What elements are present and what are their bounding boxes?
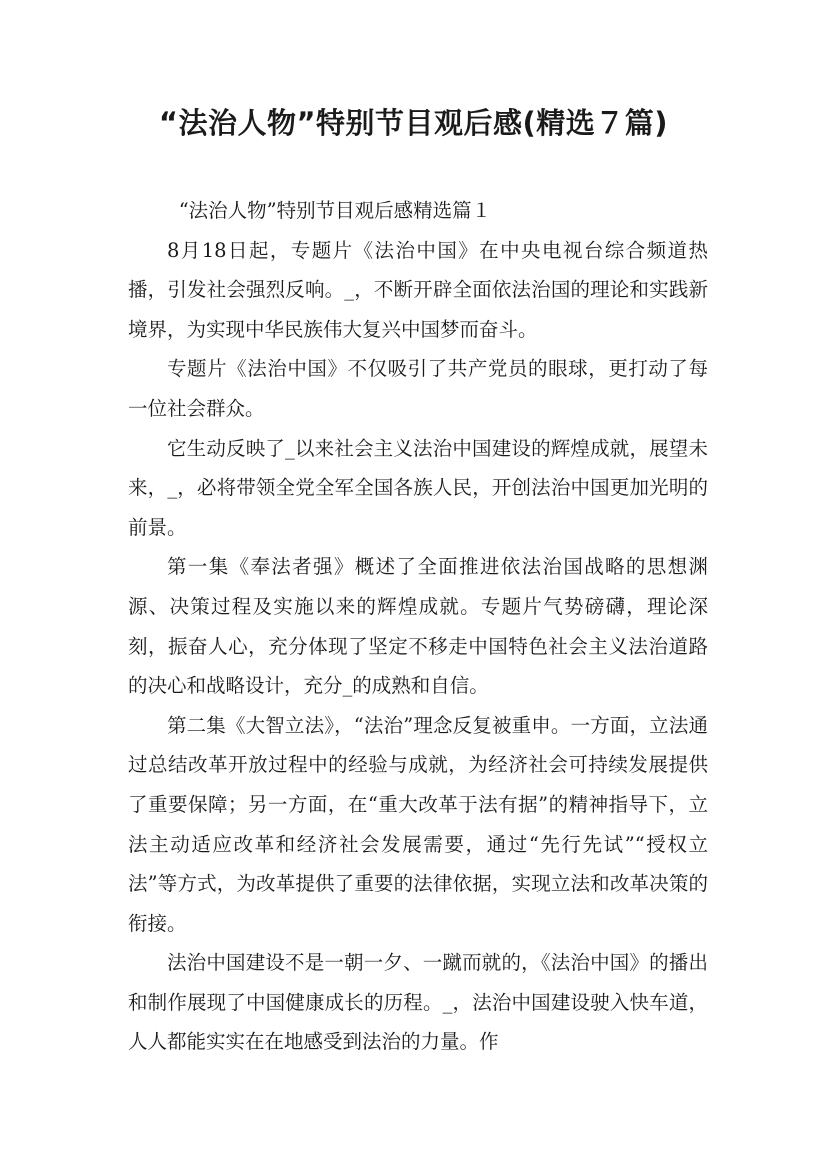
section-subheading: “法治人物”特别节目观后感精选篇１ xyxy=(178,199,492,222)
paragraph: 专题片《法治中国》不仅吸引了共产党员的眼球，更打动了每一位社会群众。 xyxy=(128,357,708,420)
paragraph: 它生动反映了_以来社会主义法治中国建设的辉煌成就，展望未来，_，必将带领全党全军全国各族人民，开创法治中国更加光明的前景。 xyxy=(128,436,708,539)
paragraph: 第一集《奉法者强》概述了全面推进依法治国战略的思想渊源、决策过程及实施以来的辉煌成就。专题片气势磅礴，理论深刻，振奋人心，充分体现了坚定不移走中国特色社会主义法治道路的决心和战略设计，充分_的成熟和自信。 xyxy=(128,555,708,698)
paragraph: 第二集《大智立法》，“法治”理念反复被重申。一方面，立法通过总结改革开放过程中的经验与成就，为经济社会可持续发展提供了重要保障；另一方面，在“重大改革于法有据”的精神指导下，立法主动适应改革和经济社会发展需要，通过“先行先试”“授权立法”等方式，为改革提供了重要的法律依据，实现立法和改革决策的衔接。 xyxy=(128,713,708,935)
paragraph: 法治中国建设不是一朝一夕、一蹴而就的，《法治中国》的播出和制作展现了中国健康成长的历程。_，法治中国建设驶入快车道，人人都能实实在在地感受到法治的力量。作 xyxy=(128,951,708,1054)
paragraph: 8月18日起，专题片《法治中国》在中央电视台综合频道热播，引发社会强烈反响。_，不断开辟全面依法治国的理论和实践新境界，为实现中华民族伟大复兴中国梦而奋斗。 xyxy=(128,238,708,341)
document-body xyxy=(128,191,708,1062)
document-title: “法治人物”特别节目观后感(精选７篇) xyxy=(158,106,669,140)
